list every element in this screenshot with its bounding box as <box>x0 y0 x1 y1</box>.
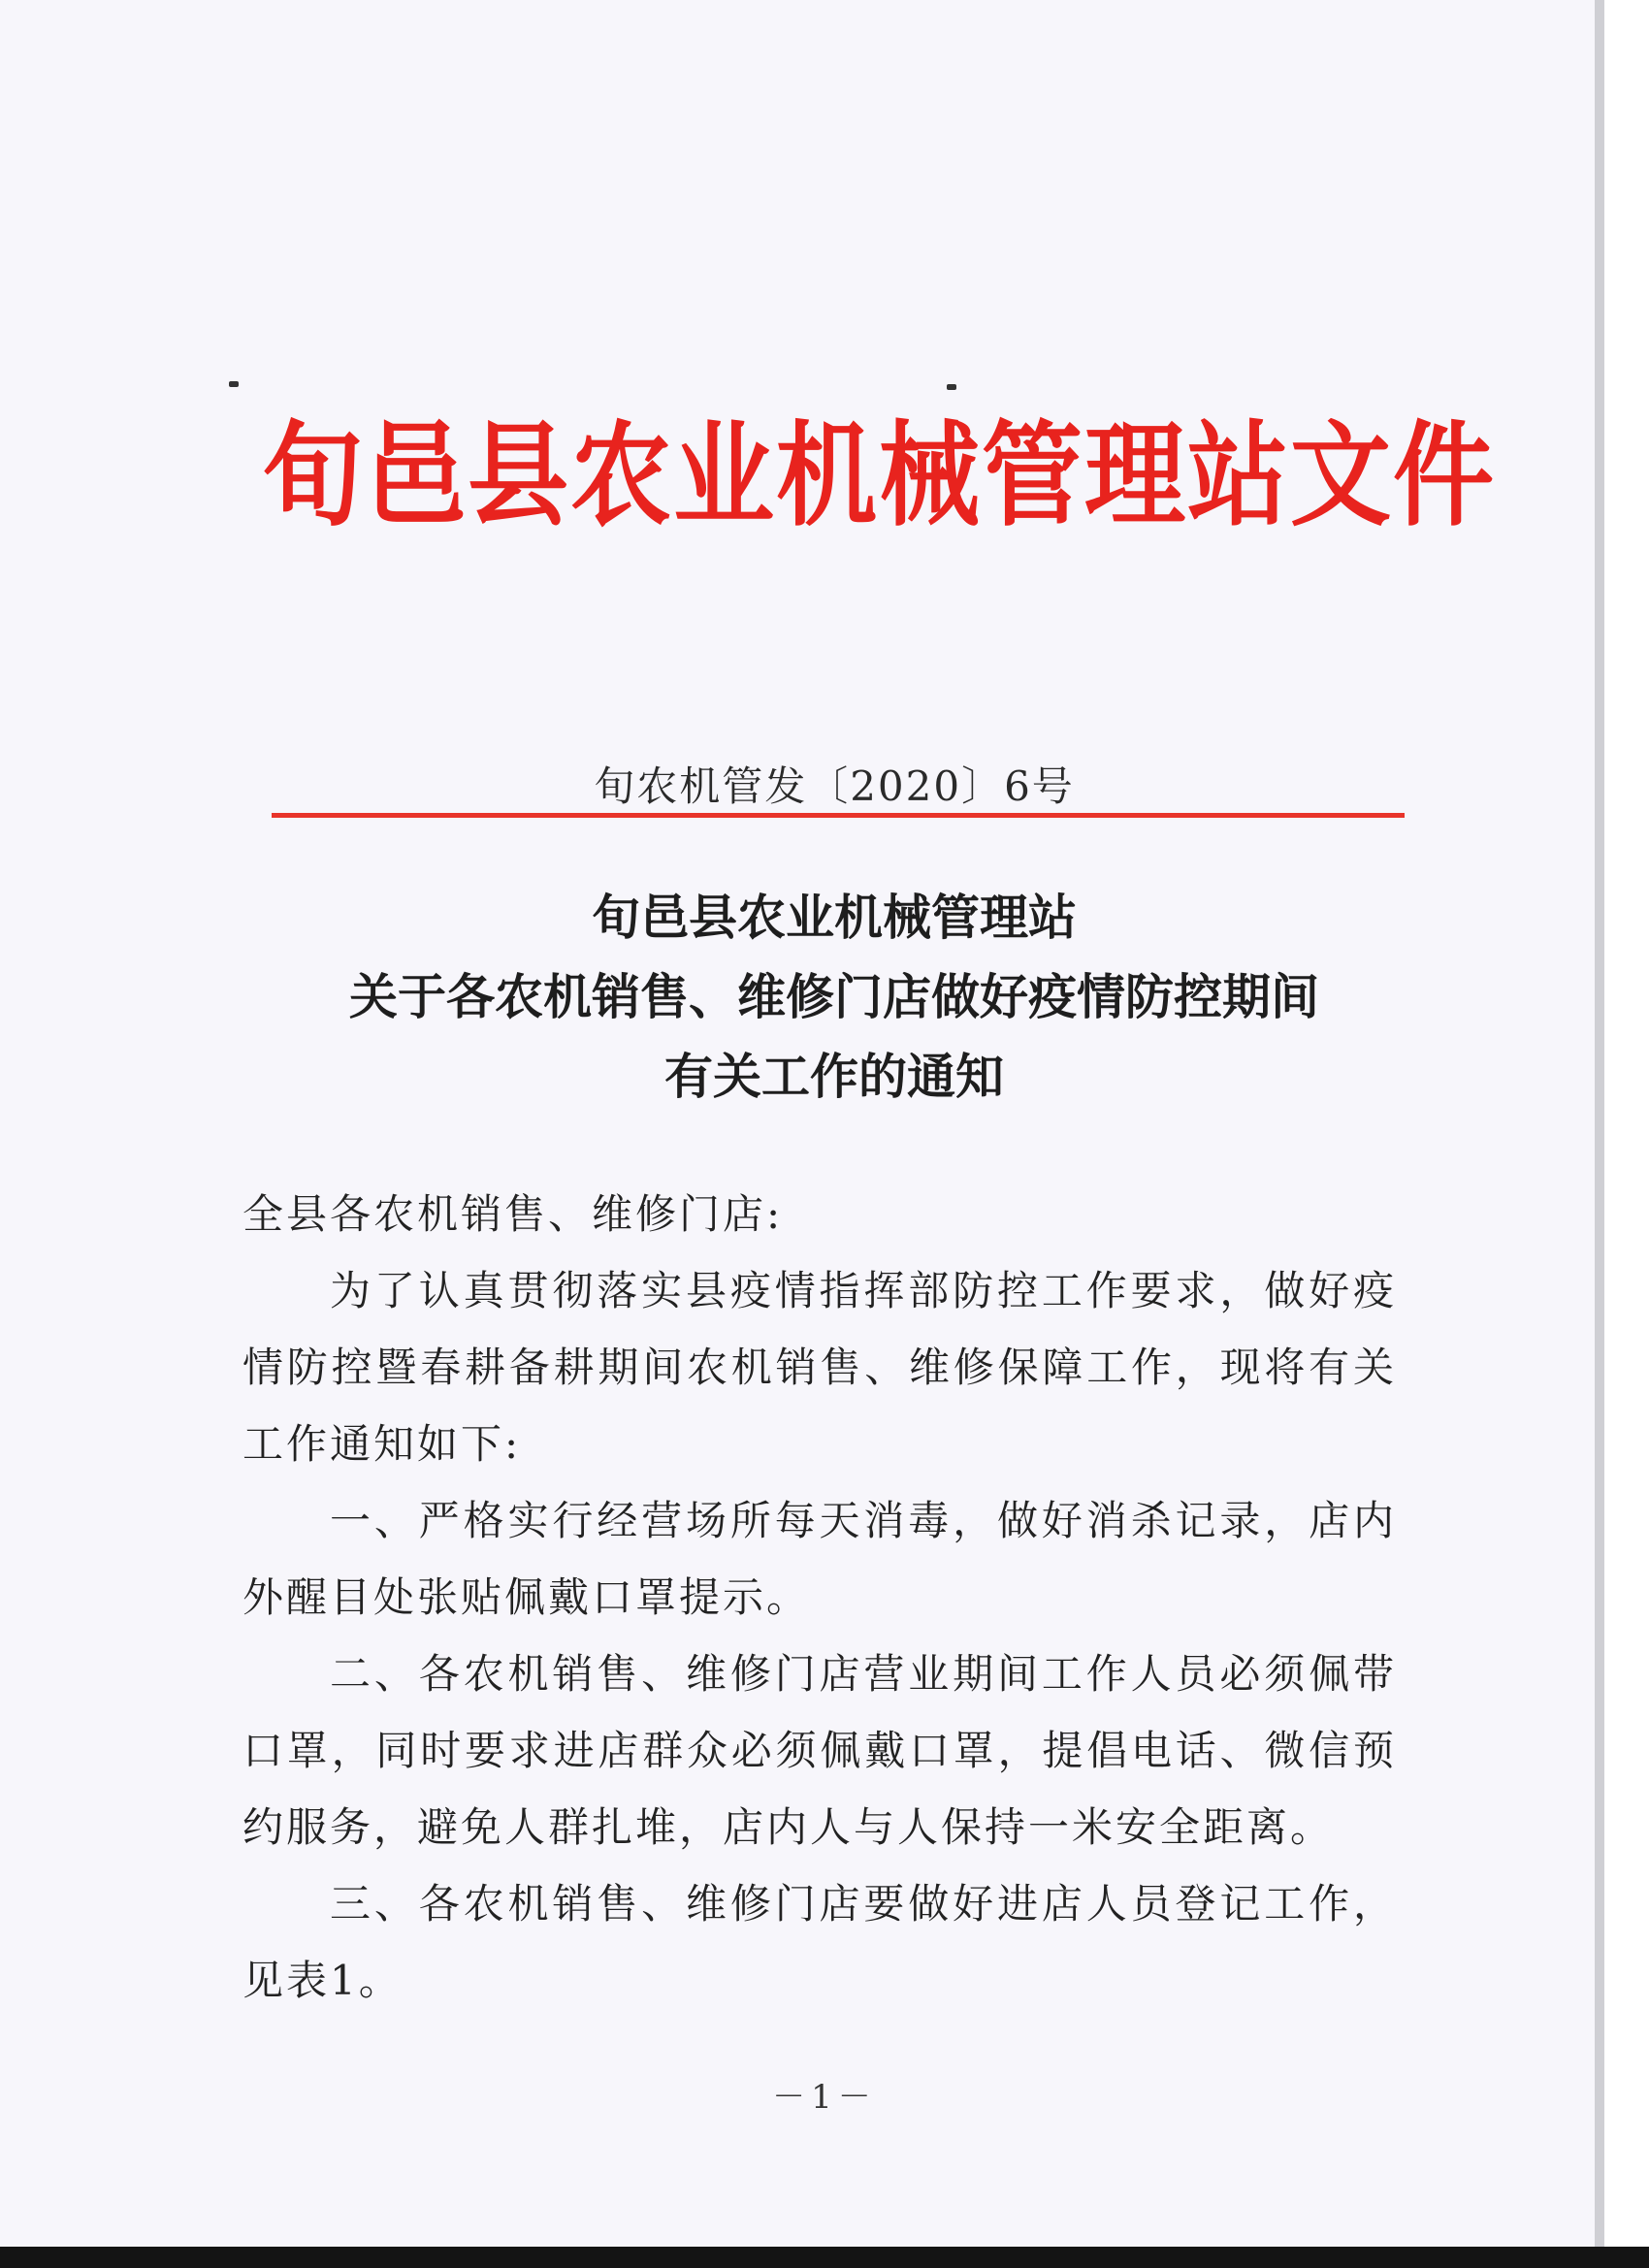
page-number: －1－ <box>772 2078 877 2117</box>
scan-margin <box>1614 0 1649 2247</box>
title-line-3: 有关工作的通知 <box>664 1048 1004 1105</box>
red-divider-line <box>272 813 1405 818</box>
title-line-2: 关于各农机销售、维修门店做好疫情防控期间 <box>349 968 1319 1025</box>
notice-title <box>213 878 1455 1117</box>
red-header-title: 旬邑县农业机械管理站文件 <box>262 407 1497 542</box>
item-1-paragraph: 一、严格实行经营场所每天消毒，做好消杀记录，店内外醒目处张贴佩戴口罩提示。 <box>242 1497 1397 1621</box>
item-3-paragraph: 三、各农机销售、维修门店要做好进店人员登记工作，见表1。 <box>242 1880 1397 2004</box>
document-number: 旬农机管发〔2020〕6号 <box>594 762 1075 810</box>
binding-mark-left <box>229 381 239 387</box>
salutation: 全县各农机销售、维修门店: <box>242 1190 784 1238</box>
intro-paragraph: 为了认真贯彻落实县疫情指挥部防控工作要求，做好疫情防控暨春耕备耕期间农机销售、维修保障工作，现将有关工作通知如下: <box>242 1267 1397 1468</box>
scan-bottom-edge <box>0 2247 1649 2268</box>
item-2-paragraph: 二、各农机销售、维修门店营业期间工作人员必须佩带口罩，同时要求进店群众必须佩戴口罩，提倡电话、微信预约服务，避免人群扎堆，店内人与人保持一米安全距离。 <box>242 1650 1397 1851</box>
notice-body <box>242 1176 1397 2019</box>
title-line-1: 旬邑县农业机械管理站 <box>592 889 1077 946</box>
